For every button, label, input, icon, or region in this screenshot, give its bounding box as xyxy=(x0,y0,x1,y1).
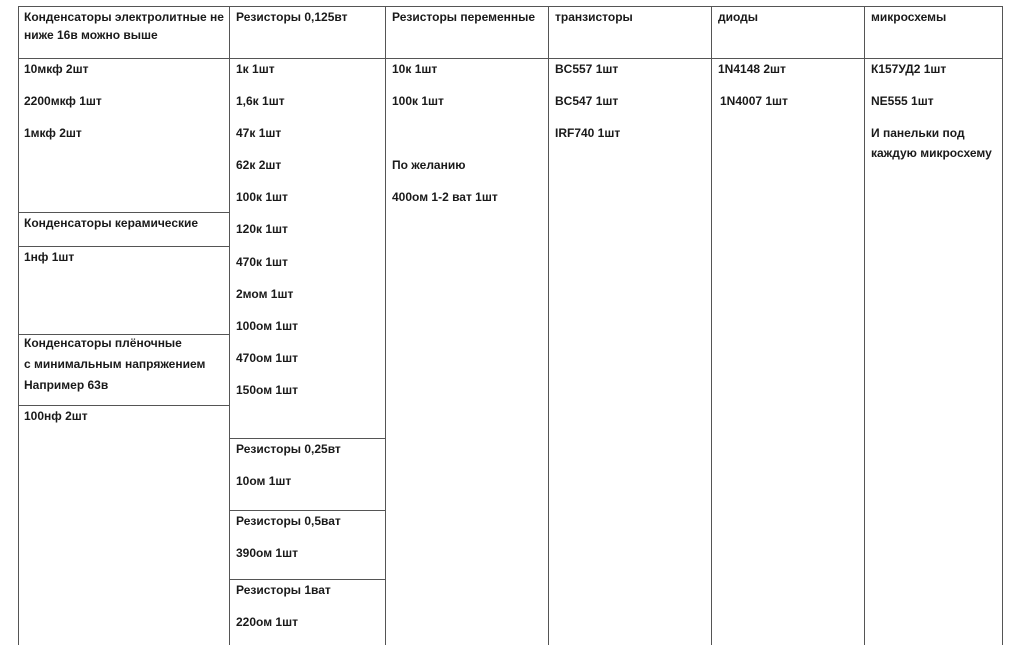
resistor-0125-item: 1,6к 1шт xyxy=(236,94,285,108)
res05-section-top xyxy=(229,510,385,511)
transistor-item: BC547 1шт xyxy=(555,94,619,108)
resistor-1-item: 220ом 1шт xyxy=(236,615,298,629)
resistor-0125-item: 47к 1шт xyxy=(236,126,282,140)
resistors-1-header: Резисторы 1ват xyxy=(236,583,331,597)
transistor-item: BC557 1шт xyxy=(555,62,619,76)
resistors-0125-header: Резисторы 0,125вт xyxy=(236,10,348,24)
resistor-0125-item: 100ом 1шт xyxy=(236,319,298,333)
diode-item: 1N4007 1шт xyxy=(720,94,788,108)
resistor-0125-item: 470к 1шт xyxy=(236,255,288,269)
variable-resistors-header: Резисторы переменные xyxy=(392,10,536,24)
microchip-note-line-2: каждую микросхему xyxy=(871,146,992,160)
resistors-05-header: Резисторы 0,5ват xyxy=(236,514,341,528)
resistor-0125-item: 1к 1шт xyxy=(236,62,275,76)
film-header-bottom xyxy=(18,405,229,406)
electrolytic-item: 10мкф 2шт xyxy=(24,62,89,76)
electrolytic-item: 2200мкф 1шт xyxy=(24,94,102,108)
res1-section-top xyxy=(229,579,385,580)
table-left-border xyxy=(18,6,19,645)
electrolytic-header-line-1: Конденсаторы электролитные не xyxy=(24,10,224,24)
electrolytic-header-line-2: ниже 16в можно выше xyxy=(24,28,158,42)
column-divider-3 xyxy=(548,6,549,645)
film-item: 100нф 2шт xyxy=(24,409,88,423)
diode-item: 1N4148 2шт xyxy=(718,62,786,76)
resistor-0125-item: 150ом 1шт xyxy=(236,383,298,397)
resistor-0125-item: 2мом 1шт xyxy=(236,287,294,301)
column-divider-4 xyxy=(711,6,712,645)
transistor-item: IRF740 1шт xyxy=(555,126,621,140)
film-header-line-1: Конденсаторы плёночные xyxy=(24,336,182,350)
resistor-0125-item: 62к 2шт xyxy=(236,158,282,172)
optional-resistor-item: 400ом 1-2 ват 1шт xyxy=(392,190,498,204)
electrolytic-item: 1мкф 2шт xyxy=(24,126,82,140)
column-divider-5 xyxy=(864,6,865,645)
transistors-header: транзисторы xyxy=(555,10,633,24)
ceramic-item: 1нф 1шт xyxy=(24,250,75,264)
column-divider-1 xyxy=(229,6,230,645)
variable-resistor-item: 10к 1шт xyxy=(392,62,438,76)
film-header-line-3: Например 63в xyxy=(24,378,109,392)
microchips-header: микросхемы xyxy=(871,10,947,24)
resistor-0125-item: 120к 1шт xyxy=(236,222,288,236)
column-divider-2 xyxy=(385,6,386,645)
microchip-item: К157УД2 1шт xyxy=(871,62,947,76)
optional-label: По желанию xyxy=(392,158,466,172)
resistor-05-item: 390ом 1шт xyxy=(236,546,298,560)
resistor-0125-item: 100к 1шт xyxy=(236,190,288,204)
resistor-0125-item: 470ом 1шт xyxy=(236,351,298,365)
resistors-025-header: Резисторы 0,25вт xyxy=(236,442,341,456)
res025-section-top xyxy=(229,438,385,439)
ceramic-header-bottom xyxy=(18,246,229,247)
diodes-header: диоды xyxy=(718,10,759,24)
header-row-border xyxy=(18,58,1003,59)
ceramic-section-top xyxy=(18,212,229,213)
ceramic-header: Конденсаторы керамические xyxy=(24,216,199,230)
resistor-025-item: 10ом 1шт xyxy=(236,474,292,488)
table-right-border xyxy=(1002,6,1003,645)
film-header-line-2: с минимальным напряжением xyxy=(24,357,206,371)
variable-resistor-item: 100к 1шт xyxy=(392,94,444,108)
microchip-note-line-1: И панельки под xyxy=(871,126,965,140)
microchip-item: NE555 1шт xyxy=(871,94,934,108)
